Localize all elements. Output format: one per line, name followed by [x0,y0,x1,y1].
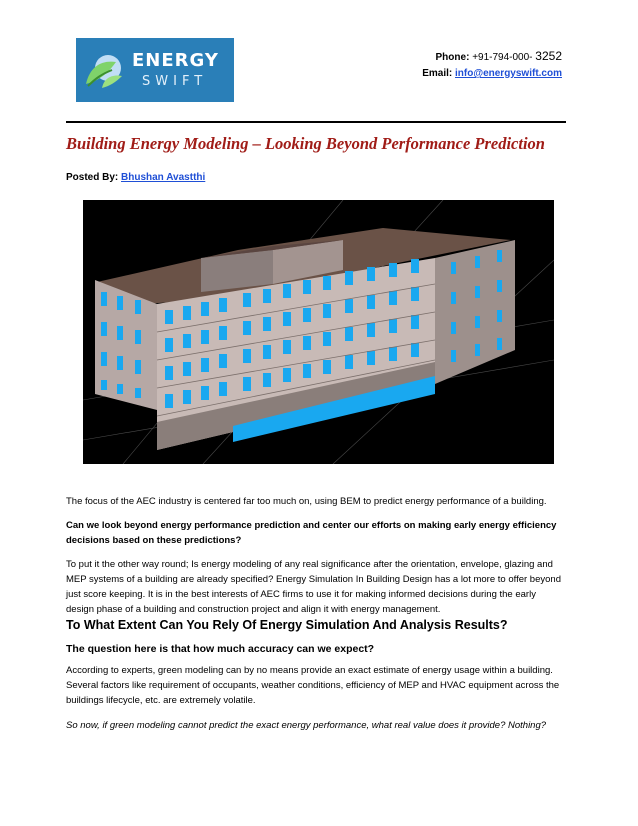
logo-word-swift: SWIFT [142,74,208,89]
logo-word-energy: ENERGY [132,50,219,71]
paragraph-reason [66,557,566,617]
phone-value: +91-794-000- [472,52,533,63]
paragraph-question [66,518,566,548]
paragraph-4: According to experts, green modeling can by no means provide an exact estimate of energy usage within a building. Several factors like requirement of occupants, weather conditions, efficiency of MEP and HVAC equipment across the buildings lifecycle, etc. are extremely volatile. [66,665,560,706]
leaf-globe-icon [82,48,128,94]
paragraph-5: So now, if green modeling cannot predict the exact energy performance, what real value does it provide? Nothing? [66,720,547,731]
section-heading: To What Extent Can You Rely Of Energy Simulation And Analysis Results? [66,618,508,632]
phone-suffix: 3252 [535,49,562,63]
header-divider [66,121,566,123]
email-line [422,66,562,82]
paragraph-1: The focus of the AEC industry is centered far too much on, using BEM to predict energy performance of a building. [66,496,547,507]
contact-info [422,48,562,82]
posted-by [66,172,205,183]
email-label: Email: [422,68,453,79]
paragraph-experts [66,663,566,708]
paragraph-closing [66,718,566,733]
author-link[interactable]: Bhushan Avastthi [121,172,206,183]
email-link[interactable]: info@energyswift.com [455,68,562,79]
paragraph-3: To put it the other way round; Is energy modeling of any real significance after the orientation, envelope, glazing and MEP systems of a building are already specified? Energy Simulation In Building Design has a lot more to offer beyond just score keeping. It is in the best interests of AEC firms to use it for making informed decisions during the early design phase of a building and construction project and align it with energy management. [66,559,561,615]
subsection-heading: The question here is that how much accuracy can we expect? [66,643,375,655]
posted-by-label: Posted By: [66,172,119,183]
paragraph-intro [66,494,566,509]
paragraph-2: Can we look beyond energy performance prediction and center our efforts on making early energy efficiency decisions based on these predictions? [66,520,557,546]
phone-label: Phone: [435,52,470,63]
energy-swift-logo[interactable] [76,38,234,102]
article-title: Building Energy Modeling – Looking Beyond Performance Prediction [66,134,545,153]
phone-line [422,48,562,66]
building-model-image [83,200,554,464]
